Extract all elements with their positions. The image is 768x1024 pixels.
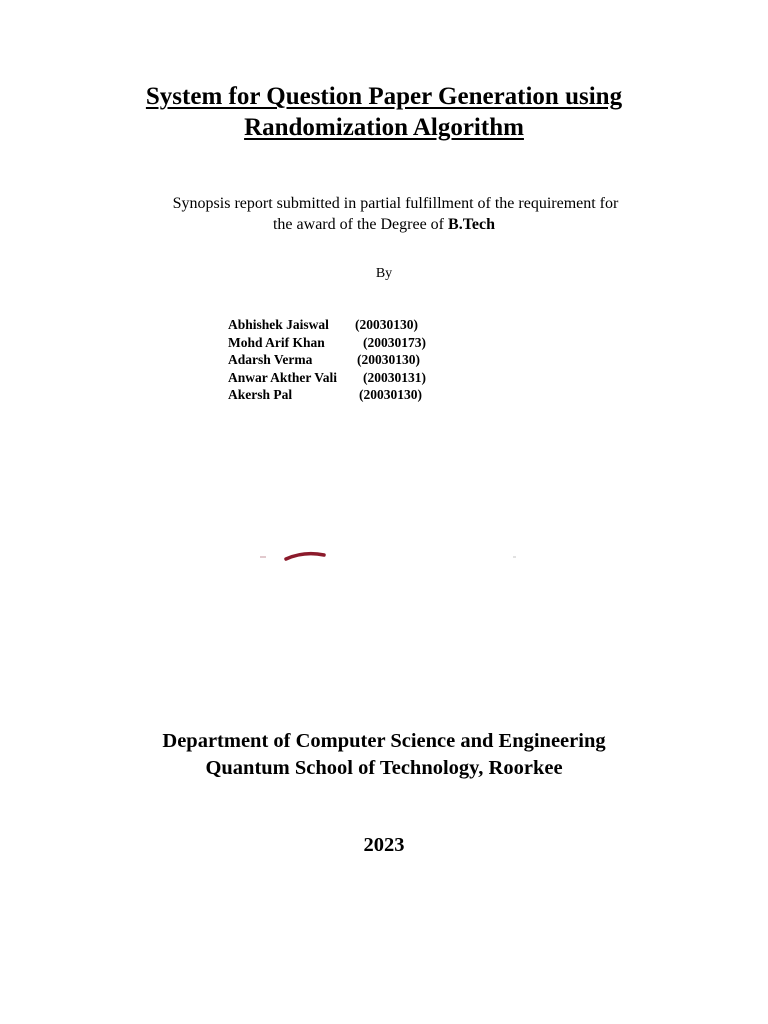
department-block <box>0 728 768 782</box>
synopsis-line-2 <box>0 214 768 235</box>
document-title <box>0 81 768 143</box>
author-name: Mohd Arif Khan <box>228 334 325 350</box>
logo-arc <box>286 554 324 559</box>
title-line-2: Randomization Algorithm <box>244 114 524 141</box>
logo-remnant <box>258 548 520 562</box>
author-roll-number: (20030173) <box>363 334 426 350</box>
by-label: By <box>375 266 393 281</box>
author-roll-number: (20030130) <box>357 352 420 367</box>
author-name: Adarsh Verma <box>228 352 313 367</box>
department-name: Department of Computer Science and Engineering <box>162 730 606 752</box>
synopsis-statement <box>0 193 768 235</box>
author-roll-number: (20030131) <box>363 369 426 385</box>
author-roll-number: (20030130) <box>359 387 422 402</box>
author-name: Akersh Pal <box>228 387 293 402</box>
synopsis-line-2-text: the award of the Degree of <box>272 216 449 233</box>
degree-name: B.Tech <box>448 216 495 233</box>
author-name: Anwar Akther Vali <box>228 369 338 385</box>
institute-name: Quantum School of Technology, Roorkee <box>205 757 563 779</box>
synopsis-line-1: Synopsis report submitted in partial fulfillment of the requirement for <box>172 195 619 212</box>
author-name: Abhishek Jaiswal <box>228 317 329 332</box>
title-line-1: System for Question Paper Generation using <box>145 83 623 110</box>
year: 2023 <box>363 834 405 856</box>
author-roll-number: (20030130) <box>355 317 418 332</box>
